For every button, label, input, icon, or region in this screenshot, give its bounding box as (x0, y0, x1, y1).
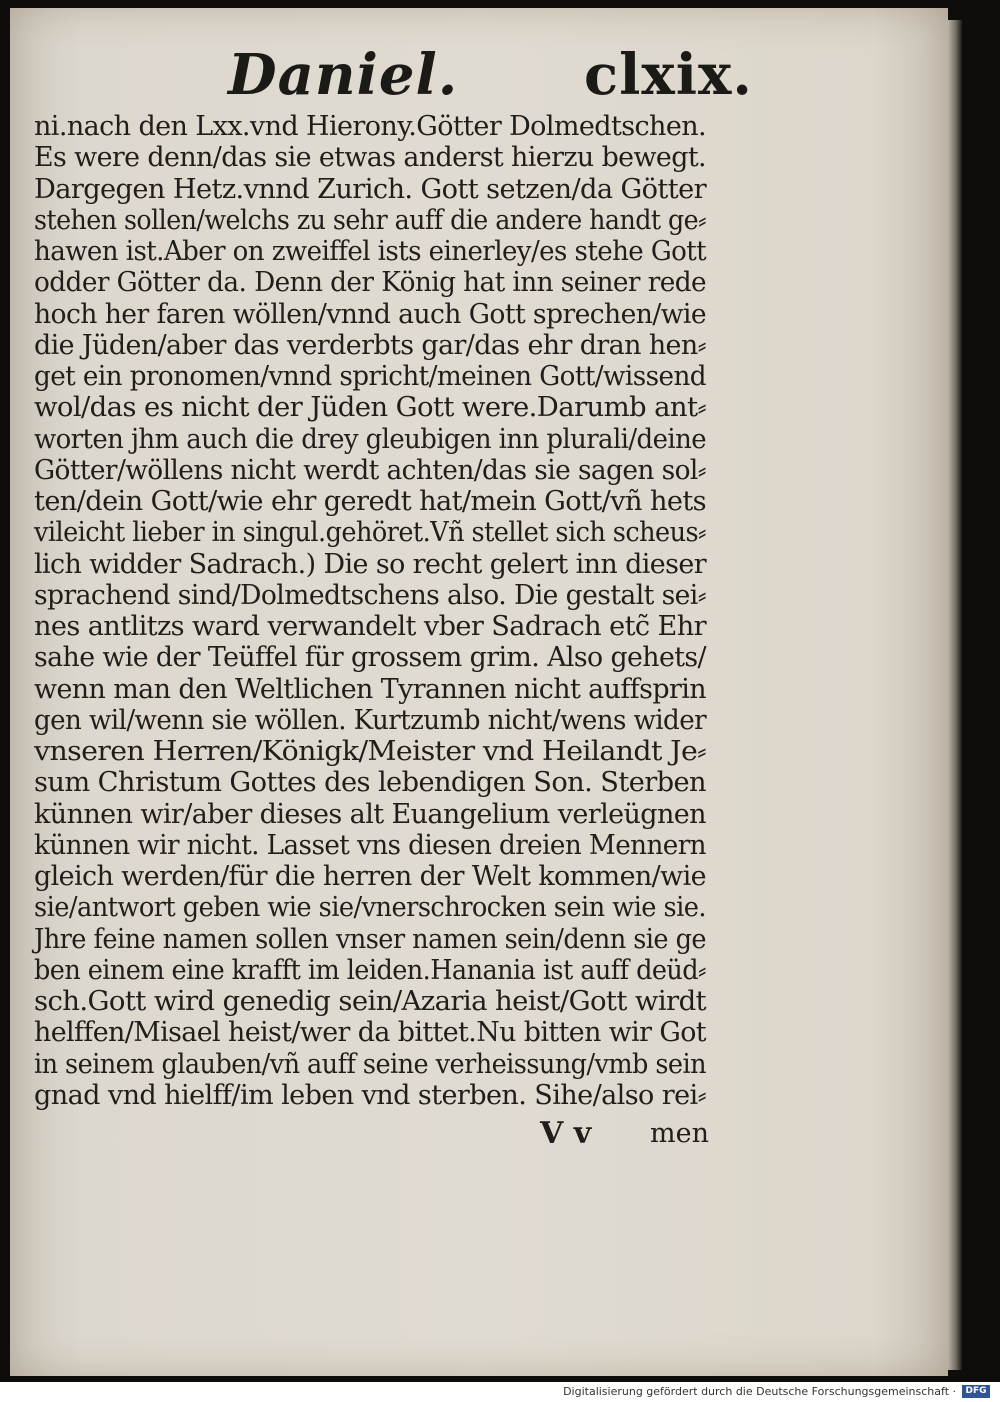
text-line: ni.nach den Lxx.vnd Hierony.Götter Dolmedtschen. (34, 111, 706, 142)
text-line: gleich werden/für die herren der Welt kommen/wie (34, 861, 706, 892)
signature-mark: V v (540, 1116, 592, 1151)
text-line: worten jhm auch die drey gleubigen inn plurali/deine (34, 423, 706, 455)
text-line: Götter/wöllens nicht werdt achten/das sie sagen sol⸗ (34, 454, 706, 486)
text-line: hawen ist.Aber on zweiffel ists einerley/es stehe Gott (34, 236, 706, 267)
text-line: ten/dein Gott/wie ehr geredt hat/mein Gott/vñ hets (34, 486, 706, 517)
folio-number: clxix. (584, 42, 753, 108)
text-line: get ein pronomen/vnnd spricht/meinen Gott/wissend (34, 361, 706, 392)
footer-credit: Digitalisierung gefördert durch die Deutsche Forschungsgemeinschaft · (563, 1385, 956, 1398)
dfg-logo: DFG (962, 1385, 990, 1398)
page-edge (948, 20, 962, 1370)
text-line: hoch her faren wöllen/vnnd auch Gott sprechen/wie (34, 298, 706, 330)
text-line: sie/antwort geben wie sie/vnerschrocken sein wie sie. (34, 892, 706, 924)
text-line: Dargegen Hetz.vnnd Zurich. Gott setzen/da Götter (34, 173, 706, 205)
text-line: wol/das es nicht der Jüden Gott were.Darumb ant⸗ (34, 392, 706, 424)
text-line: vileicht lieber in singul.gehöret.Vñ stellet sich scheus⸗ (34, 517, 706, 549)
text-line: künnen wir nicht. Lasset vns diesen dreien Mennern (34, 829, 706, 861)
text-line: in seinem glauben/vñ auff seine verheissung/vmb sein (34, 1048, 706, 1080)
text-line: gen wil/wenn sie wöllen. Kurtzumb nicht/wens wider (34, 704, 706, 736)
text-line: nes antlitzs ward verwandelt vber Sadrach etc̃ Ehr (34, 611, 706, 642)
text-line: ben einem eine krafft im leiden.Hanania ist auff deüd⸗ (34, 954, 706, 986)
text-line: sprachend sind/Dolmedtschens also. Die gestalt sei⸗ (34, 579, 706, 611)
text-line: die Jüden/aber das verderbts gar/das ehr dran hen⸗ (34, 329, 706, 361)
text-line: odder Götter da. Denn der König hat inn seiner rede (34, 267, 706, 299)
text-line: lich widder Sadrach.) Die so recht gelert inn dieser (34, 548, 706, 580)
running-title: Daniel. (228, 42, 459, 108)
text-line: Jhre feine namen sollen vnser namen sein/denn sie ge (34, 923, 706, 955)
text-line: gnad vnd hielff/im leben vnd sterben. Sihe/also rei⸗ (34, 1079, 706, 1111)
text-line: sahe wie der Teüffel für grossem grim. Also gehets/ (34, 642, 706, 674)
text-line: wenn man den Weltlichen Tyrannen nicht auffsprin (34, 673, 706, 705)
text-line: sum Christum Gottes des lebendigen Son. Sterben (34, 767, 707, 799)
text-line: sch.Gott wird genedig sein/Azaria heist/Gott wirdt (34, 986, 706, 1017)
text-line: stehen sollen/welchs zu sehr auff die andere handt ge⸗ (34, 204, 706, 236)
catchword: men (650, 1118, 709, 1149)
text-line: künnen wir/aber dieses alt Euangelium verleügnen (34, 798, 706, 830)
text-line: vnseren Herren/Königk/Meister vnd Heilandt Je⸗ (34, 736, 706, 767)
text-line: Es were denn/das sie etwas anderst hierzu bewegt. (34, 142, 706, 174)
text-line: helffen/Misael heist/wer da bittet.Nu bitten wir Got (34, 1017, 706, 1049)
